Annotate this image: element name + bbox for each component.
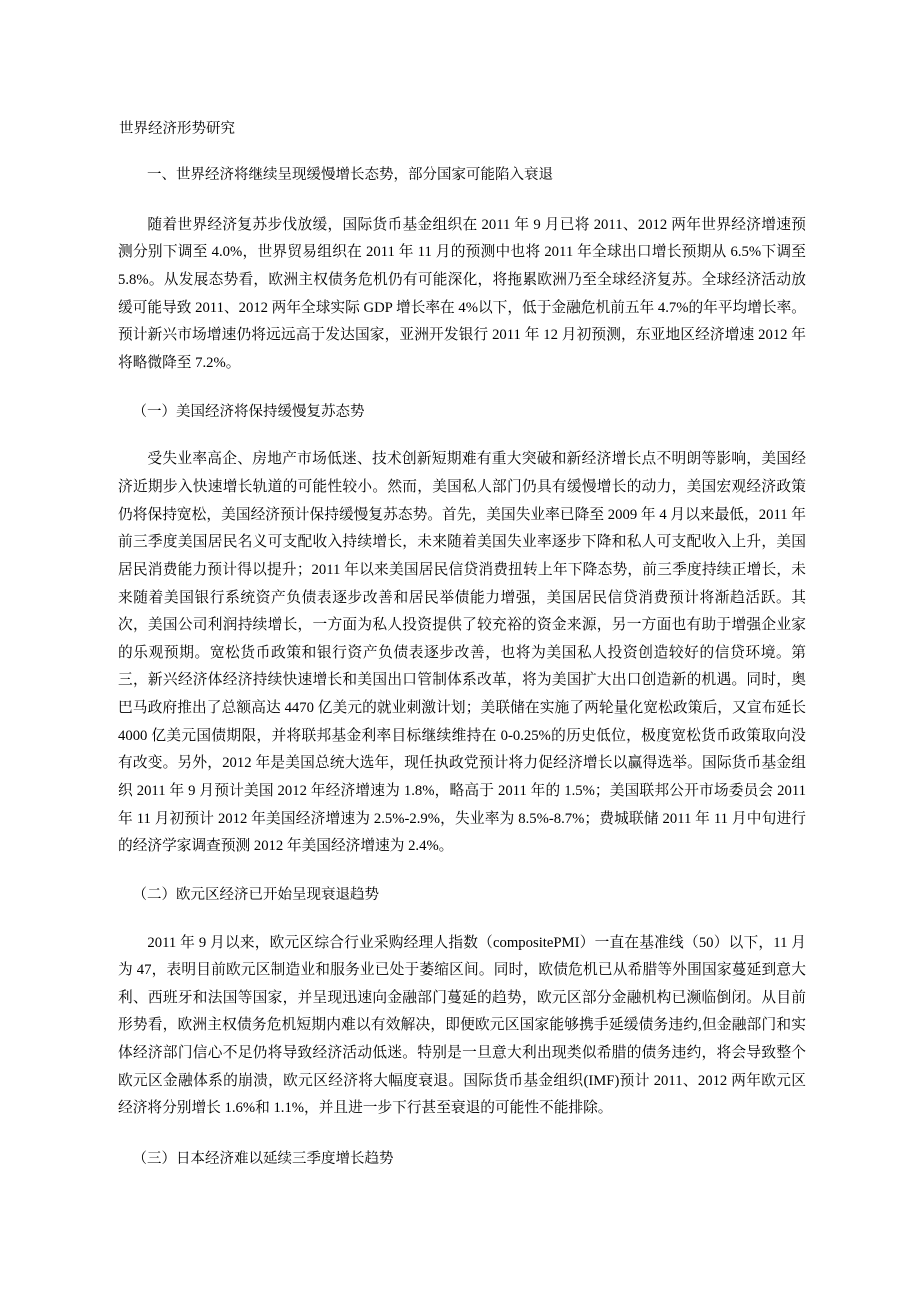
subsection-paragraph-1: 受失业率高企、房地产市场低迷、技术创新短期难有重大突破和新经济增长点不明朗等影响，美国经济近期步入快速增长轨道的可能性较小。然而，美国私人部门仍具有缓慢增长的动力，美国宏观经济政策仍将保持宽松，美国经济预计保持缓慢复苏态势。首先，美国失业率已降至 2009 年 4 月以来最低，2011 年前三季度美国居民名义可支配收入持续增长，未来随着美国失业率逐步下降和私人可支配收入上升，美国居民消费能力预计得以提升；2011 年以来美国居民信贷消费扭转上年下降态势，前三季度持续正增长，未来随着美国银行系统资产负债表逐步改善和居民举债能力增强，美国居民信贷消费预计将渐趋活跃。其次，美国公司利润持续增长，一方面为私人投资提供了较充裕的资金来源，另一方面也有助于增强企业家的乐观预期。宽松货币政策和银行资产负债表逐步改善，也将为美国私人投资创造较好的信贷环境。第三，新兴经济体经济持续快速增长和美国出口管制体系改革，将为美国扩大出口创造新的机遇。同时，奥巴马政府推出了总额高达 4470 亿美元的就业刺激计划；美联储在实施了两轮量化宽松政策后，又宣布延长 4000 亿美元国债期限，并将联邦基金利率目标继续维持在 0-0.25%的历史低位，极度宽松货币政策取向没有改变。另外，2012 年是美国总统大选年，现任执政党预计将力促经济增长以赢得选举。国际货币基金组织 2011 年 9 月预计美国 2012 年经济增速为 1.8%，略高于 2011 年的 1.5%；美国联邦公开市场委员会 2011 年 11 月初预计 2012 年美国经济增速为 2.5%-2.9%，失业率为 8.5%-8.7%；费城联储 2011 年 11 月中旬进行的经济学家调查预测 2012 年美国经济增速为 2.4%。 — [118, 451, 806, 855]
intro-paragraph: 随着世界经济复苏步伐放缓，国际货币基金组织在 2011 年 9 月已将 2011、2012 两年世界经济增速预测分别下调至 4.0%，世界贸易组织在 2011 年 11 月的预测中也将 2011 年全球出口增长预期从 6.5%下调至 5.8%。从发展态势看，欧洲主权债务危机仍有可能深化，将拖累欧洲乃至全球经济复苏。全球经济活动放缓可能导致 2011、2012 两年全球实际 GDP 增长率在 4%以下，低于金融危机前五年 4.7%的年平均增长率。预计新兴市场增速仍将远远高于发达国家，亚洲开发银行 2011 年 12 月初预测，东亚地区经济增速 2012 年将略微降至 7.2%。 — [118, 216, 806, 372]
section-heading-1: 一、世界经济将继续呈现缓慢增长态势，部分国家可能陷入衰退 — [147, 167, 553, 184]
subsection-paragraph-2: 2011 年 9 月以来，欧元区综合行业采购经理人指数（compositePMI）一直在基准线（50）以下，11 月为 47，表明目前欧元区制造业和服务业已处于萎缩区间。同时，欧债危机已从希腊等外围国家蔓延到意大利、西班牙和法国等国家，并呈现迅速向金融部门蔓延的趋势，欧元区部分金融机构已濒临倒闭。从目前形势看，欧洲主权债务危机短期内难以有效解决，即便欧元区国家能够携手延缓债务违约,但金融部门和实体经济部门信心不足仍将导致经济活动低迷。特别是一旦意大利出现类似希腊的债务违约，将会导致整个欧元区金融体系的崩溃，欧元区经济将大幅度衰退。国际货币基金组织(IMF)预计 2011、2012 两年欧元区经济将分别增长 1.6%和 1.1%，并且进一步下行甚至衰退的可能性不能排除。 — [118, 934, 806, 1117]
page-title: 世界经济形势研究 — [119, 121, 235, 137]
subsection-heading-1: （一）美国经济将保持缓慢复苏态势 — [132, 403, 365, 420]
subsection-heading-3: （三）日本经济难以延续三季度增长趋势 — [132, 1151, 394, 1168]
subsection-heading-2: （二）欧元区经济已开始呈现衰退趋势 — [132, 886, 379, 903]
document-body — [118, 118, 806, 1194]
